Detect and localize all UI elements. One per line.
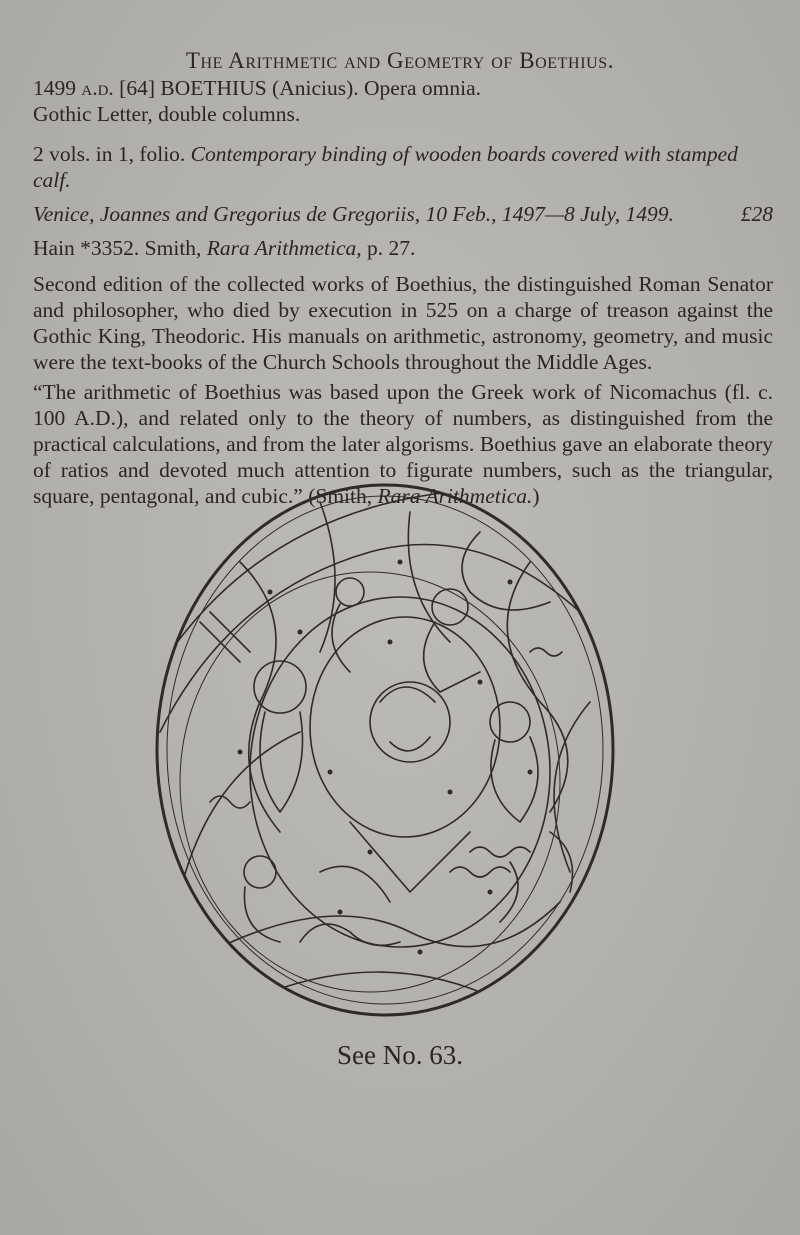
entry-heading: [33, 75, 773, 101]
entry-price: £28: [740, 202, 773, 226]
paragraph-2-end: ): [532, 484, 540, 508]
paragraph-2-main: “The arithmetic of Boethius was based upon the Greek work of Nicomachus (fl. c. 100 A.D.), and related only to the theory of numbers, as distinguished from the practical calculations, and from the later algorisms. Boethius gave an elaborate theory of ratios and devoted much attention to figurate numbers, such as the triangular, square, pentagonal, and cubic.” (Smith,: [33, 380, 773, 508]
entry-date: 1499 a.d.: [33, 76, 114, 100]
entry-reference: [33, 235, 773, 261]
description-paragraph-1: Second edition of the collected works of Boethius, the distinguished Roman Senator and philosopher, who died by execution in 525 on a charge of treason against the Gothic King, Theodoric. His manuals on arithmetic, astronomy, geometry, and music were the text-books of the Church Schools throughout the Middle Ages.: [33, 272, 773, 374]
entry-number: [64]: [119, 76, 155, 100]
reference-italic: Rara Arithmetica,: [206, 236, 362, 260]
running-head: The Arithmetic and Geometry of Boethius.: [185, 48, 615, 73]
paragraph-2-italic: Rara Arithmetica.: [377, 484, 533, 508]
catalogue-entry: [33, 75, 773, 509]
reference-page: p. 27.: [367, 236, 416, 260]
entry-format: 2 vols. in 1, folio.: [33, 142, 186, 166]
entry-binding: Contemporary binding of wooden boards covered with stamped calf.: [33, 142, 738, 192]
entry-author: BOETHIUS (Anicius).: [160, 76, 359, 100]
type-note: Gothic Letter, double columns.: [33, 102, 301, 126]
entry-work: Opera omnia.: [364, 76, 482, 100]
reference-plain: Hain *3352. Smith,: [33, 236, 202, 260]
celestial-chart-woodcut-icon: [150, 472, 620, 1032]
format-binding: [33, 141, 773, 193]
imprint-row: [33, 201, 773, 227]
figure-caption: See No. 63.: [337, 1040, 463, 1070]
entry-imprint: Venice, Joannes and Gregorius de Gregoriis, 10 Feb., 1497—8 July, 1499.: [33, 202, 674, 226]
